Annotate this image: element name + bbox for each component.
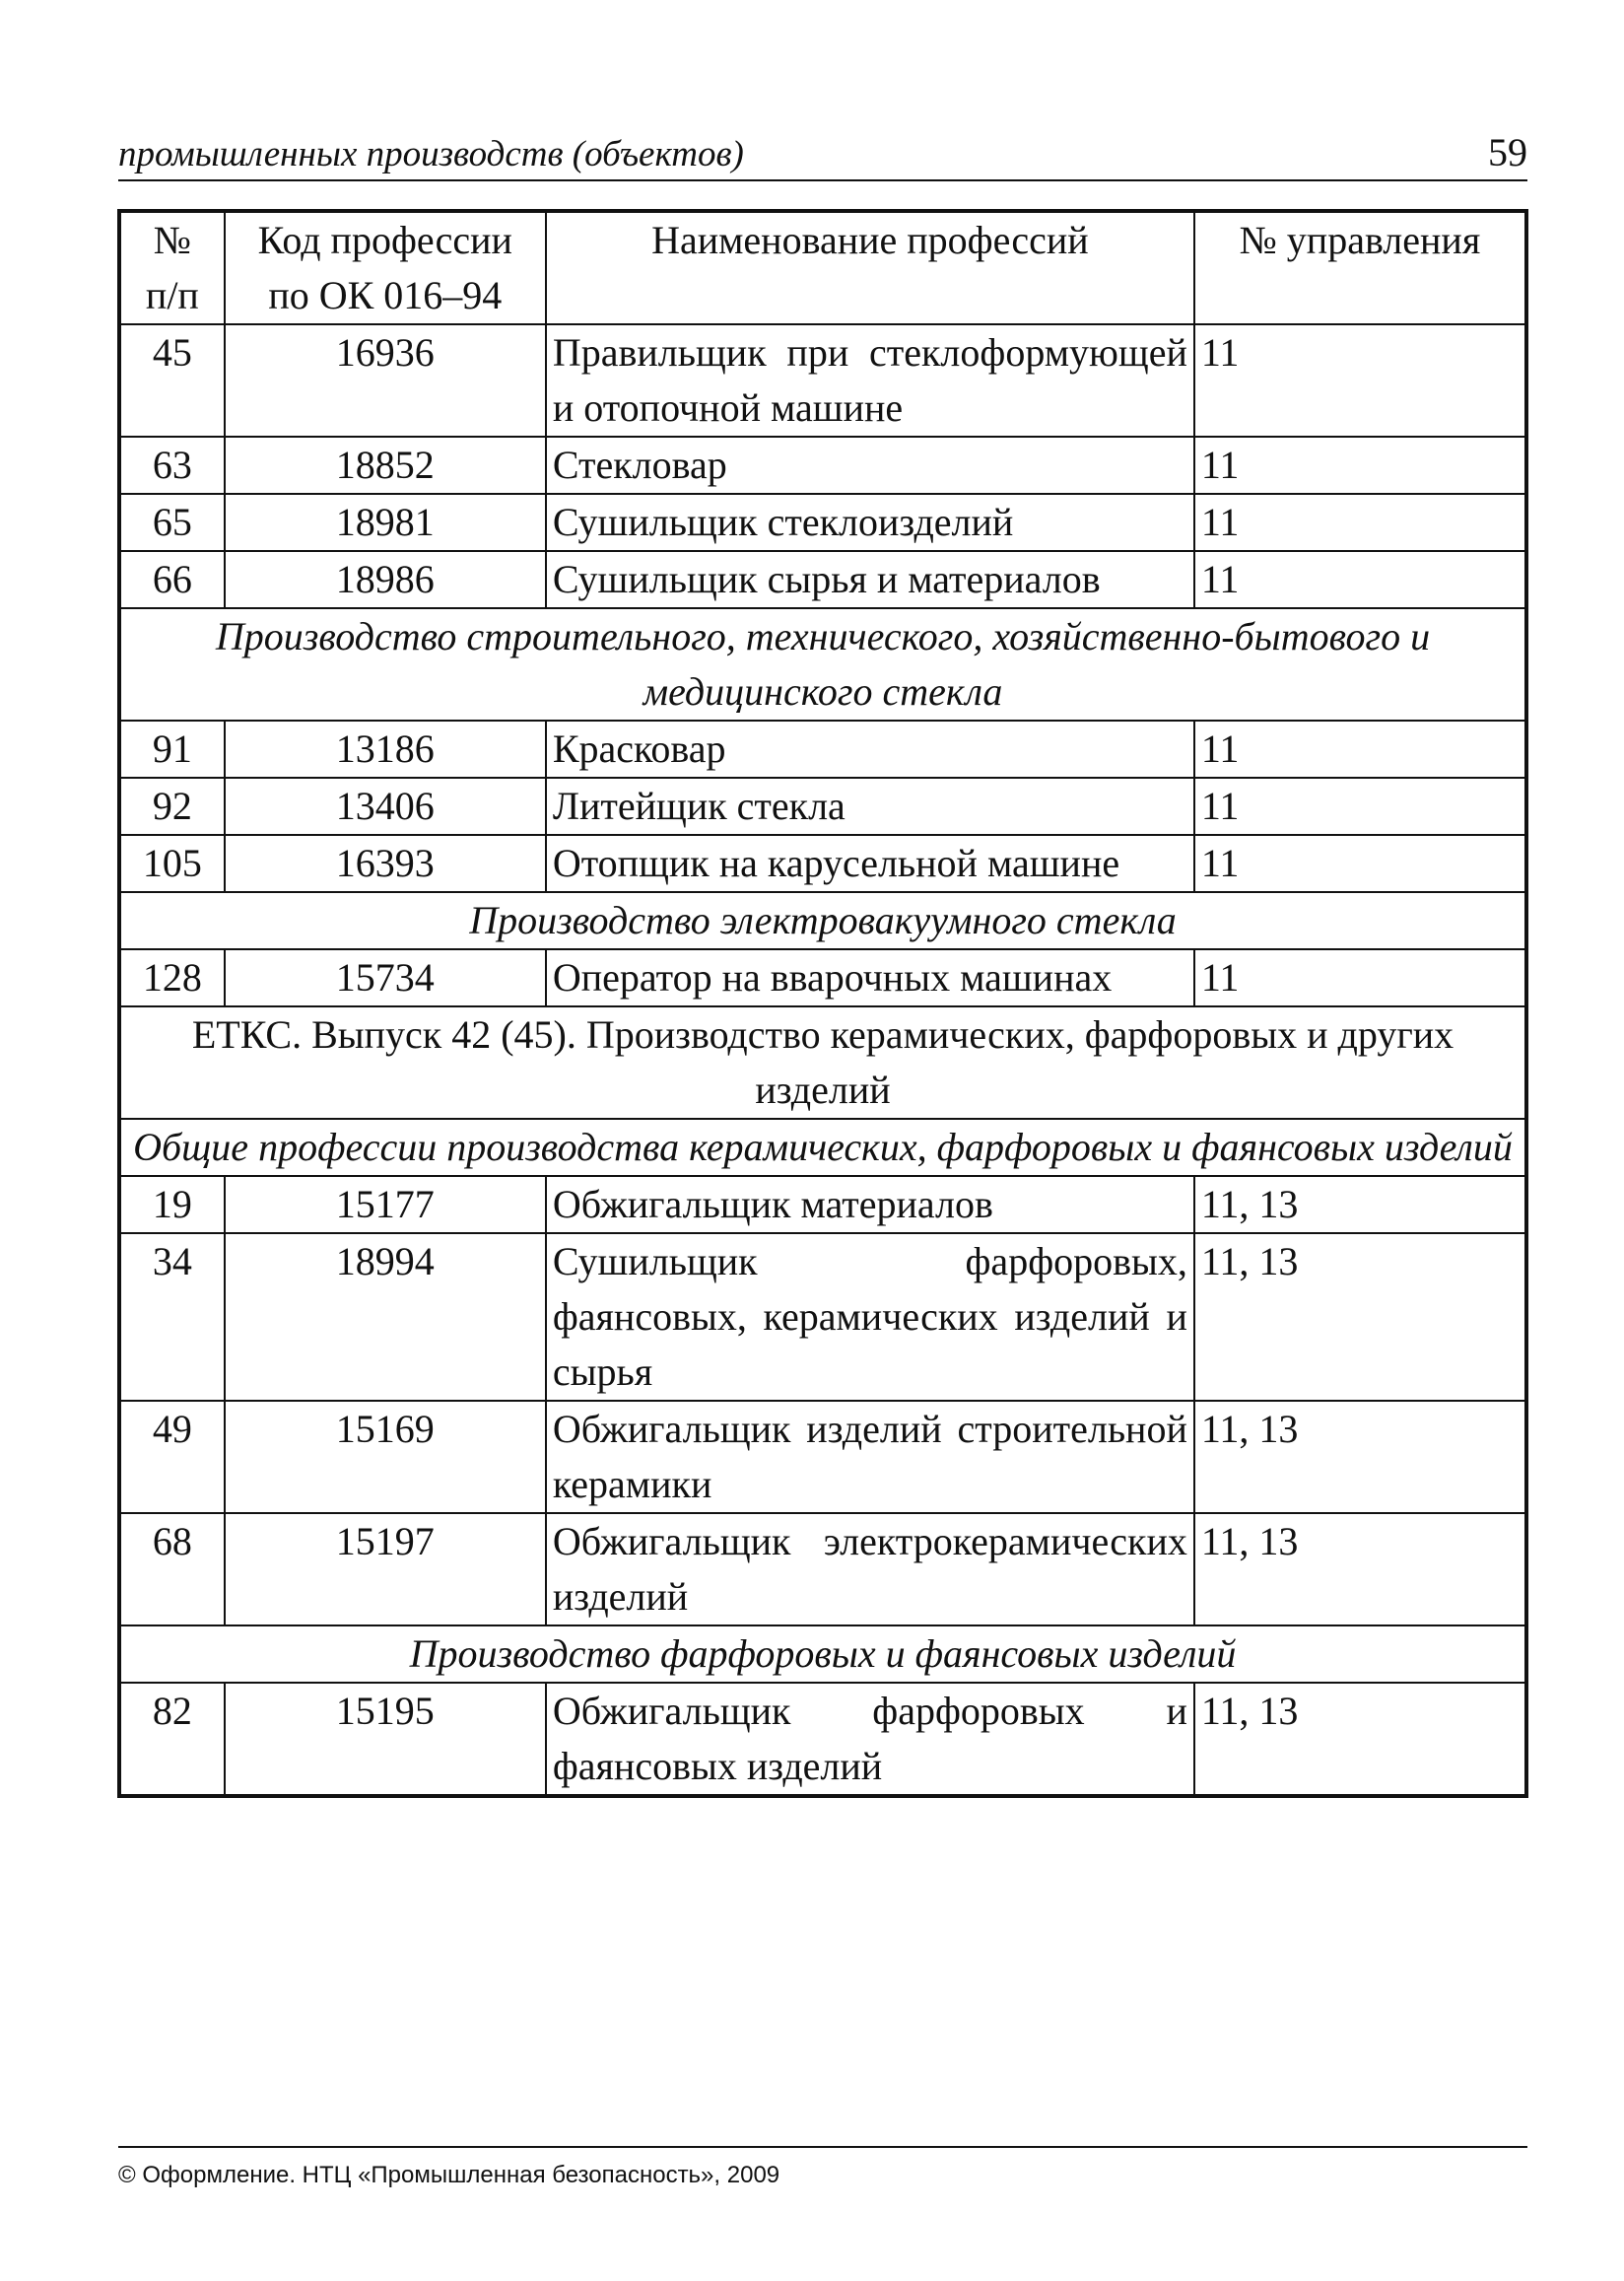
- col-header-number-line2: п/п: [145, 273, 199, 317]
- row-department: 11: [1194, 721, 1526, 778]
- row-department: 11: [1194, 949, 1526, 1006]
- row-number: 49: [119, 1401, 225, 1513]
- row-profession-name: Обжигальщик электрокерамических изделий: [546, 1513, 1194, 1625]
- row-profession-name: Красковар: [546, 721, 1194, 778]
- row-code: 15177: [225, 1176, 546, 1233]
- table-header-row: [119, 211, 1526, 324]
- copyright-text: © Оформление. НТЦ «Промышленная безопасность», 2009: [118, 2162, 780, 2188]
- row-number: 92: [119, 778, 225, 835]
- col-header-number-line1: №: [153, 218, 191, 262]
- row-department: 11, 13: [1194, 1233, 1526, 1401]
- row-department: 11: [1194, 778, 1526, 835]
- row-code: 16936: [225, 324, 546, 437]
- table-row: [119, 1513, 1526, 1625]
- row-profession-name: Стекловар: [546, 437, 1194, 494]
- row-code: 15734: [225, 949, 546, 1006]
- row-number: 68: [119, 1513, 225, 1625]
- row-department: 11: [1194, 494, 1526, 551]
- row-department: 11: [1194, 835, 1526, 892]
- row-department: 11, 13: [1194, 1513, 1526, 1625]
- row-department: 11: [1194, 324, 1526, 437]
- col-header-code-line1: Код профессии: [257, 218, 512, 262]
- section-heading: ЕТКС. Выпуск 42 (45). Производство керамических, фарфоровых и других изделий: [119, 1006, 1526, 1119]
- table-row: [119, 835, 1526, 892]
- row-department: 11, 13: [1194, 1683, 1526, 1796]
- row-number: 66: [119, 551, 225, 608]
- subheading: Производство фарфоровых и фаянсовых изделий: [119, 1625, 1526, 1683]
- table-row: [119, 1683, 1526, 1796]
- subheading: Производство электровакуумного стекла: [119, 892, 1526, 949]
- subheading: Производство строительного, технического, хозяйственно-бытового и медицинского стекла: [119, 608, 1526, 721]
- section-heading-row: [119, 1006, 1526, 1119]
- running-header: [118, 126, 1527, 181]
- row-code: 13186: [225, 721, 546, 778]
- col-header-code-line2: по ОК 016–94: [268, 273, 503, 317]
- row-code: 15169: [225, 1401, 546, 1513]
- row-profession-name: Обжигальщик материалов: [546, 1176, 1194, 1233]
- row-department: 11: [1194, 437, 1526, 494]
- table-row: [119, 1233, 1526, 1401]
- table-row: [119, 551, 1526, 608]
- row-profession-name: Сушильщик сырья и материалов: [546, 551, 1194, 608]
- subheading-row: [119, 608, 1526, 721]
- table-row: [119, 721, 1526, 778]
- row-number: 19: [119, 1176, 225, 1233]
- header-title: промышленных производств (объектов): [118, 134, 744, 174]
- col-header-name: Наименование профессий: [546, 211, 1194, 324]
- row-code: 18986: [225, 551, 546, 608]
- row-code: 18852: [225, 437, 546, 494]
- table-row: [119, 324, 1526, 437]
- row-number: 34: [119, 1233, 225, 1401]
- row-code: 15197: [225, 1513, 546, 1625]
- row-code: 18981: [225, 494, 546, 551]
- subheading-row: [119, 1625, 1526, 1683]
- row-number: 45: [119, 324, 225, 437]
- table-row: [119, 1176, 1526, 1233]
- row-number: 91: [119, 721, 225, 778]
- row-department: 11: [1194, 551, 1526, 608]
- row-number: 63: [119, 437, 225, 494]
- row-profession-name: Правильщик при стеклоформующей и отопочной машине: [546, 324, 1194, 437]
- col-header-dept: № управления: [1194, 211, 1526, 324]
- table-row: [119, 1401, 1526, 1513]
- row-number: 65: [119, 494, 225, 551]
- row-number: 82: [119, 1683, 225, 1796]
- page-number: 59: [1488, 130, 1527, 174]
- row-code: 13406: [225, 778, 546, 835]
- row-profession-name: Сушильщик фарфоровых, фаянсовых, керамических изделий и сырья: [546, 1233, 1194, 1401]
- row-number: 128: [119, 949, 225, 1006]
- col-header-number: [119, 211, 225, 324]
- row-profession-name: Литейщик стекла: [546, 778, 1194, 835]
- row-profession-name: Оператор на вварочных машинах: [546, 949, 1194, 1006]
- row-department: 11, 13: [1194, 1401, 1526, 1513]
- table-row: [119, 437, 1526, 494]
- table-row: [119, 949, 1526, 1006]
- professions-table: [117, 209, 1528, 1798]
- subheading-row: [119, 1119, 1526, 1176]
- row-profession-name: Обжигальщик изделий строительной керамики: [546, 1401, 1194, 1513]
- table-body: [119, 324, 1526, 1796]
- subheading: Общие профессии производства керамических, фарфоровых и фаянсовых изделий: [119, 1119, 1526, 1176]
- row-code: 15195: [225, 1683, 546, 1796]
- row-profession-name: Обжигальщик фарфоровых и фаянсовых изделий: [546, 1683, 1194, 1796]
- row-number: 105: [119, 835, 225, 892]
- row-code: 16393: [225, 835, 546, 892]
- col-header-code: [225, 211, 546, 324]
- row-profession-name: Отопщик на карусельной машине: [546, 835, 1194, 892]
- table-row: [119, 494, 1526, 551]
- footer: [118, 2146, 1527, 2189]
- row-profession-name: Сушильщик стеклоизделий: [546, 494, 1194, 551]
- row-code: 18994: [225, 1233, 546, 1401]
- subheading-row: [119, 892, 1526, 949]
- table-row: [119, 778, 1526, 835]
- row-department: 11, 13: [1194, 1176, 1526, 1233]
